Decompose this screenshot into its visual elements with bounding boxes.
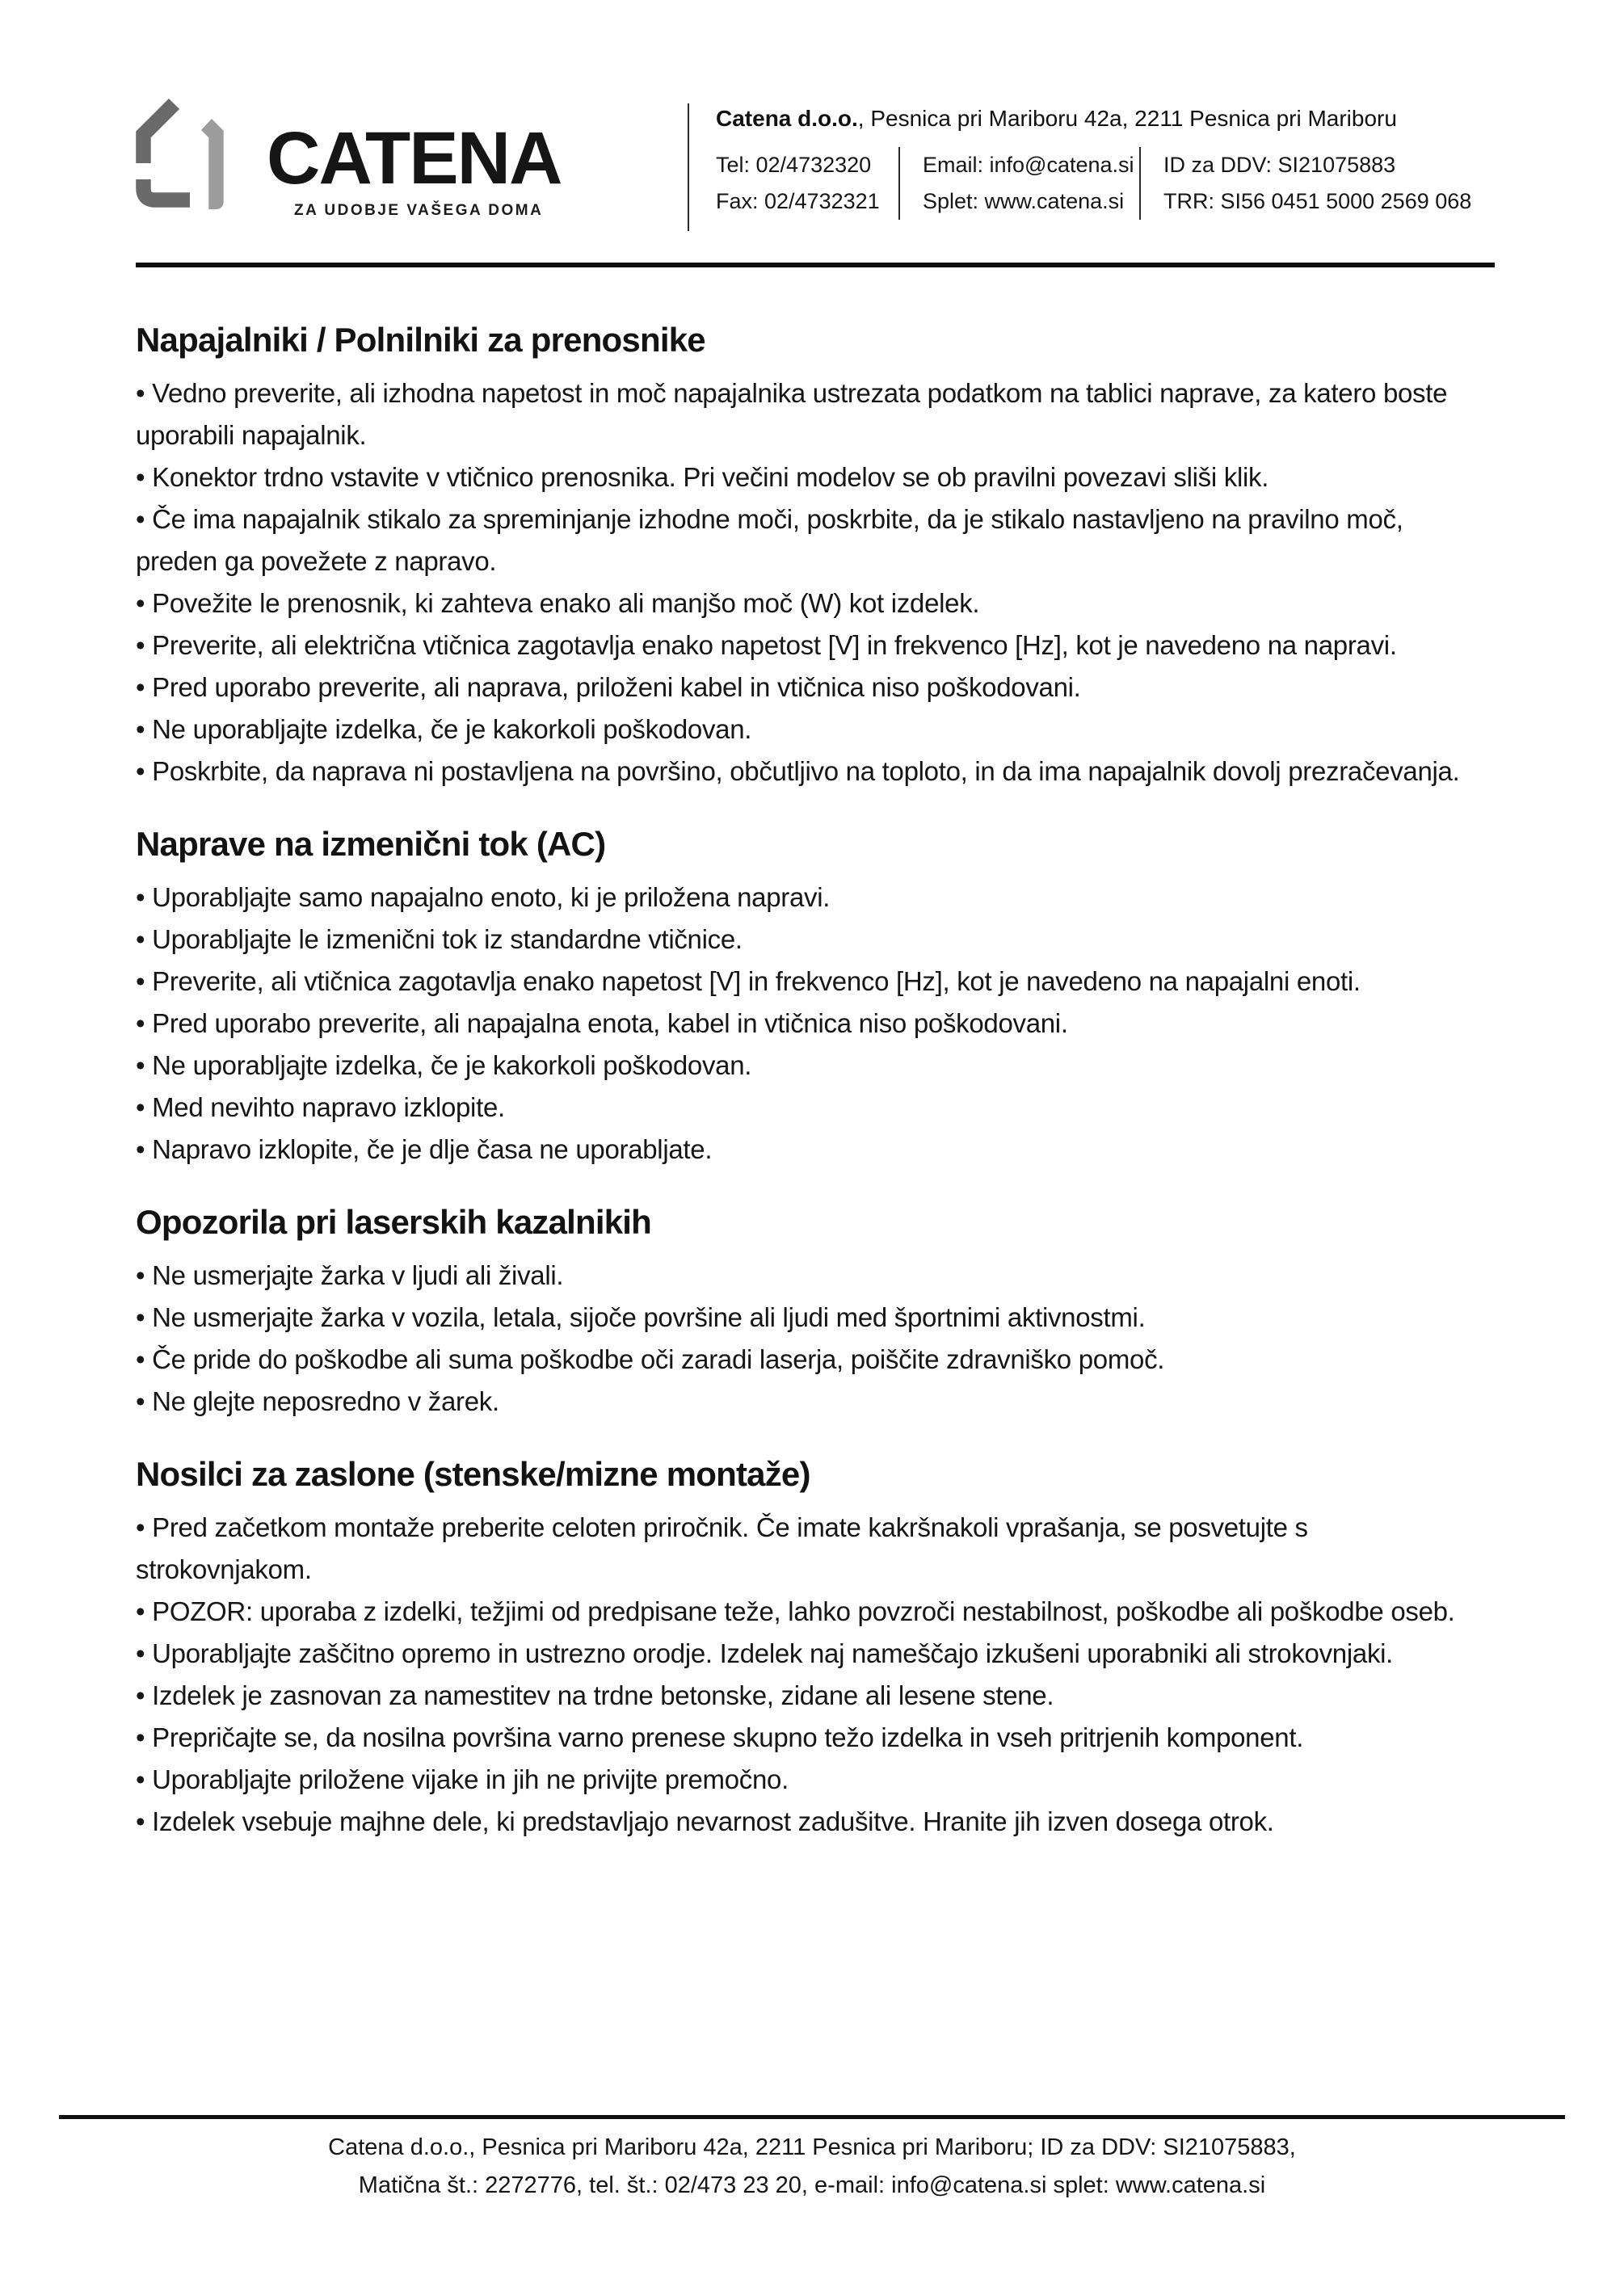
bullet-item: • Povežite le prenosnik, ki zahteva enako ali manjšo moč (W) kot izdelek. bbox=[136, 588, 980, 618]
bullet-item: • Preverite, ali električna vtičnica zagotavlja enako napetost [V] in frekvenco [Hz], kot je navedeno na napravi. bbox=[136, 630, 1397, 660]
bullet-item: • Izdelek je zasnovan za namestitev na trdne betonske, zidane ali lesene stene. bbox=[136, 1680, 1054, 1710]
section-monitor-mounts bbox=[136, 1453, 1491, 1843]
header-contact-block bbox=[716, 105, 1508, 220]
bullet-item: • Konektor trdno vstavite v vtičnico prenosnika. Pri večini modelov se ob pravilni povezavi sliši klik. bbox=[136, 462, 1269, 492]
vat-id-line: ID za DDV: SI21075883 bbox=[1163, 153, 1396, 177]
logo-wordmark-block bbox=[267, 117, 562, 220]
contact-col-web bbox=[898, 147, 1139, 220]
catena-house-logo-icon bbox=[134, 97, 226, 212]
email-line: Email: info@catena.si bbox=[923, 153, 1134, 177]
document-body bbox=[136, 267, 1491, 1843]
contact-col-ids bbox=[1139, 147, 1471, 220]
bank-account-line: TRR: SI56 0451 5000 2569 068 bbox=[1163, 189, 1472, 213]
bullet-item: • Poskrbite, da naprava ni postavljena na površino, občutljivo na toploto, in da ima napajalnik dovolj prezračevanja. bbox=[136, 756, 1460, 786]
section-ac-devices bbox=[136, 823, 1491, 1171]
bullet-item: • Napravo izklopite, če je dlje časa ne uporabljate. bbox=[136, 1134, 713, 1164]
bullet-item: • Ne usmerjajte žarka v vozila, letala, sijoče površine ali ljudi med športnimi aktivnostmi. bbox=[136, 1302, 1146, 1332]
brand-name: CATENA bbox=[267, 117, 562, 200]
bullet-item: • Če pride do poškodbe ali suma poškodbe oči zaradi laserja, poiščite zdravniško pomoč. bbox=[136, 1344, 1165, 1374]
section-title: Naprave na izmenični tok (AC) bbox=[136, 825, 606, 863]
page-footer bbox=[59, 2115, 1565, 2205]
company-name: Catena d.o.o. bbox=[716, 106, 858, 131]
bullet-item: • Ne usmerjajte žarka v ljudi ali živali. bbox=[136, 1260, 564, 1290]
page-header bbox=[0, 0, 1624, 269]
tel-line: Tel: 02/4732320 bbox=[716, 153, 872, 177]
bullet-item: • Preverite, ali vtičnica zagotavlja enako napetost [V] in frekvenco [Hz], kot je navedeno na napajalni enoti. bbox=[136, 966, 1361, 996]
bullet-item: • Izdelek vsebuje majhne dele, ki predstavljajo nevarnost zadušitve. Hranite jih izven dosega otrok. bbox=[136, 1806, 1274, 1836]
company-address-line bbox=[716, 105, 1508, 132]
footer-line-2: Matična št.: 2272776, tel. št.: 02/473 23 20, e-mail: info@catena.si splet: www.catena.si bbox=[358, 2172, 1266, 2198]
section-laser-pointers bbox=[136, 1201, 1491, 1423]
house-logo-svg bbox=[134, 97, 226, 212]
bullet-item: • Pred začetkom montaže preberite celoten priročnik. Če imate kakršnakoli vprašanja, se posvetujte s strokovnjakom. bbox=[136, 1512, 1308, 1584]
bullet-item: • Vedno preverite, ali izhodna napetost in moč napajalnika ustrezata podatkom na tablici naprave, za katero boste uporabili napajalnik. bbox=[136, 378, 1448, 450]
company-address: , Pesnica pri Mariboru 42a, 2211 Pesnica pri Mariboru bbox=[857, 106, 1397, 131]
bullet-item: • Prepričajte se, da nosilna površina varno prenese skupno težo izdelka in vseh pritrjenih komponent. bbox=[136, 1722, 1304, 1752]
section-title: Opozorila pri laserskih kazalnikih bbox=[136, 1203, 652, 1241]
bullet-item: • Ne uporabljajte izdelka, če je kakorkoli poškodovan. bbox=[136, 714, 752, 744]
brand-tagline: ZA UDOBJE VAŠEGA DOMA bbox=[294, 202, 544, 219]
bullet-item: • Ne glejte neposredno v žarek. bbox=[136, 1386, 499, 1416]
bullet-item: • Med nevihto napravo izklopite. bbox=[136, 1092, 505, 1122]
bullet-item: • Pred uporabo preverite, ali naprava, priloženi kabel in vtičnica niso poškodovani. bbox=[136, 672, 1081, 702]
bullet-item: • Ne uporabljajte izdelka, če je kakorkoli poškodovan. bbox=[136, 1050, 752, 1080]
section-power-adapters bbox=[136, 319, 1491, 793]
section-title: Nosilci za zaslone (stenske/mizne montaže) bbox=[136, 1455, 810, 1493]
footer-line-1: Catena d.o.o., Pesnica pri Mariboru 42a, 2211 Pesnica pri Mariboru; ID za DDV: SI21075883, bbox=[328, 2134, 1296, 2160]
fax-line: Fax: 02/4732321 bbox=[716, 189, 880, 213]
contact-columns bbox=[716, 147, 1508, 220]
header-vertical-divider bbox=[688, 103, 689, 231]
website-line: Splet: www.catena.si bbox=[923, 189, 1125, 213]
bullet-item: • Uporabljajte priložene vijake in jih ne privijte premočno. bbox=[136, 1764, 789, 1794]
bullet-item: • Uporabljajte samo napajalno enoto, ki je priložena napravi. bbox=[136, 882, 831, 912]
section-title: Napajalniki / Polnilniki za prenosnike bbox=[136, 321, 705, 359]
contact-col-phone bbox=[716, 147, 898, 220]
bullet-item: • Pred uporabo preverite, ali napajalna enota, kabel in vtičnica niso poškodovani. bbox=[136, 1008, 1068, 1038]
bullet-item: • Uporabljajte zaščitno opremo in ustrezno orodje. Izdelek naj nameščajo izkušeni uporabniki ali strokovnjaki. bbox=[136, 1638, 1394, 1668]
bullet-item: • Uporabljajte le izmenični tok iz standardne vtičnice. bbox=[136, 924, 743, 954]
bullet-item: • POZOR: uporaba z izdelki, težjimi od predpisane teže, lahko povzroči nestabilnost, poškodbe ali poškodbe oseb. bbox=[136, 1596, 1455, 1626]
bullet-item: • Če ima napajalnik stikalo za spreminjanje izhodne moči, poskrbite, da je stikalo nastavljeno na pravilno moč, preden ga povežete z napravo. bbox=[136, 504, 1403, 576]
